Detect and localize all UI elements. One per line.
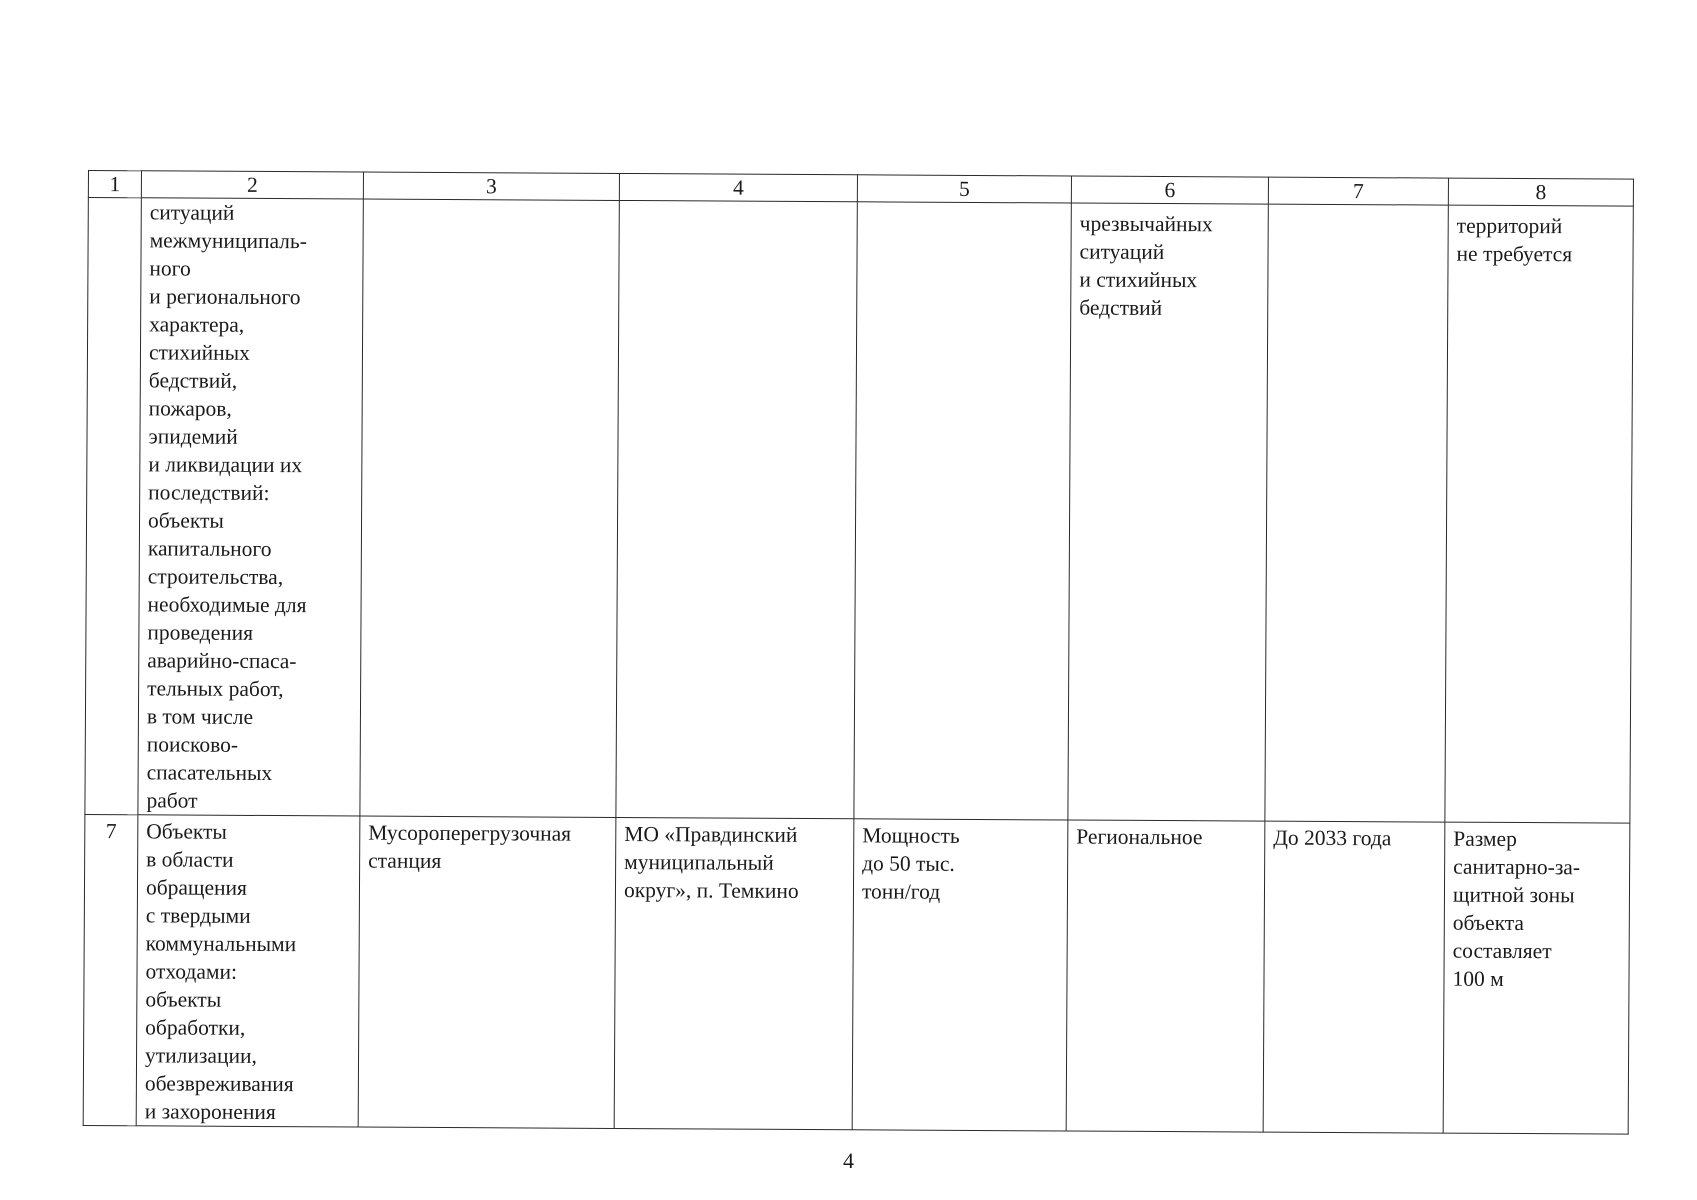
column-number-5: 5 <box>857 175 1071 203</box>
deadline-cell <box>1265 204 1448 822</box>
object-type-cell: ситуаций межмуниципаль- ного и регионального характера, стихийных бедствий, пожаров, эпидемий и ликвидации их последствий: объекты капитального строительства, необходимые для проведения аварийно-спаса- тельных работ, в том числе поисково- спасательных работ <box>138 198 363 816</box>
location-cell: МО «Правдинский муниципальный округ», п. Темкино <box>614 817 854 1129</box>
column-number-6: 6 <box>1071 176 1268 204</box>
column-number-1: 1 <box>88 171 141 198</box>
table-row <box>85 198 1633 824</box>
column-number-7: 7 <box>1268 177 1448 205</box>
row-number-cell <box>85 198 141 815</box>
column-number-2: 2 <box>141 171 363 199</box>
zone-cell: территорий не требуется <box>1445 205 1633 823</box>
table-row <box>83 814 1630 1134</box>
object-name-cell: Мусороперегрузочная станция <box>358 816 616 1128</box>
location-cell <box>616 200 857 818</box>
row-number-cell: 7 <box>83 814 138 1125</box>
deadline-cell: До 2033 года <box>1263 821 1445 1133</box>
significance-cell: Региональное <box>1066 820 1265 1132</box>
page-number: 4 <box>843 1148 854 1173</box>
zone-cell: Размер санитарно-за- щитной зоны объекта составляет 100 м <box>1443 822 1630 1134</box>
characteristics-cell: Мощность до 50 тыс. тонн/год <box>852 819 1068 1131</box>
column-number-8: 8 <box>1448 178 1633 206</box>
column-number-3: 3 <box>363 172 619 200</box>
planning-objects-table <box>83 170 1634 1135</box>
column-number-4: 4 <box>619 173 857 201</box>
object-name-cell <box>360 199 619 817</box>
characteristics-cell <box>854 202 1071 820</box>
significance-cell: чрезвычайных ситуаций и стихийных бедствий <box>1068 203 1268 821</box>
object-type-cell: Объекты в области обращения с твердыми коммунальными отходами: объекты обработки, утилизации, обезвреживания и захоронения <box>136 815 360 1127</box>
